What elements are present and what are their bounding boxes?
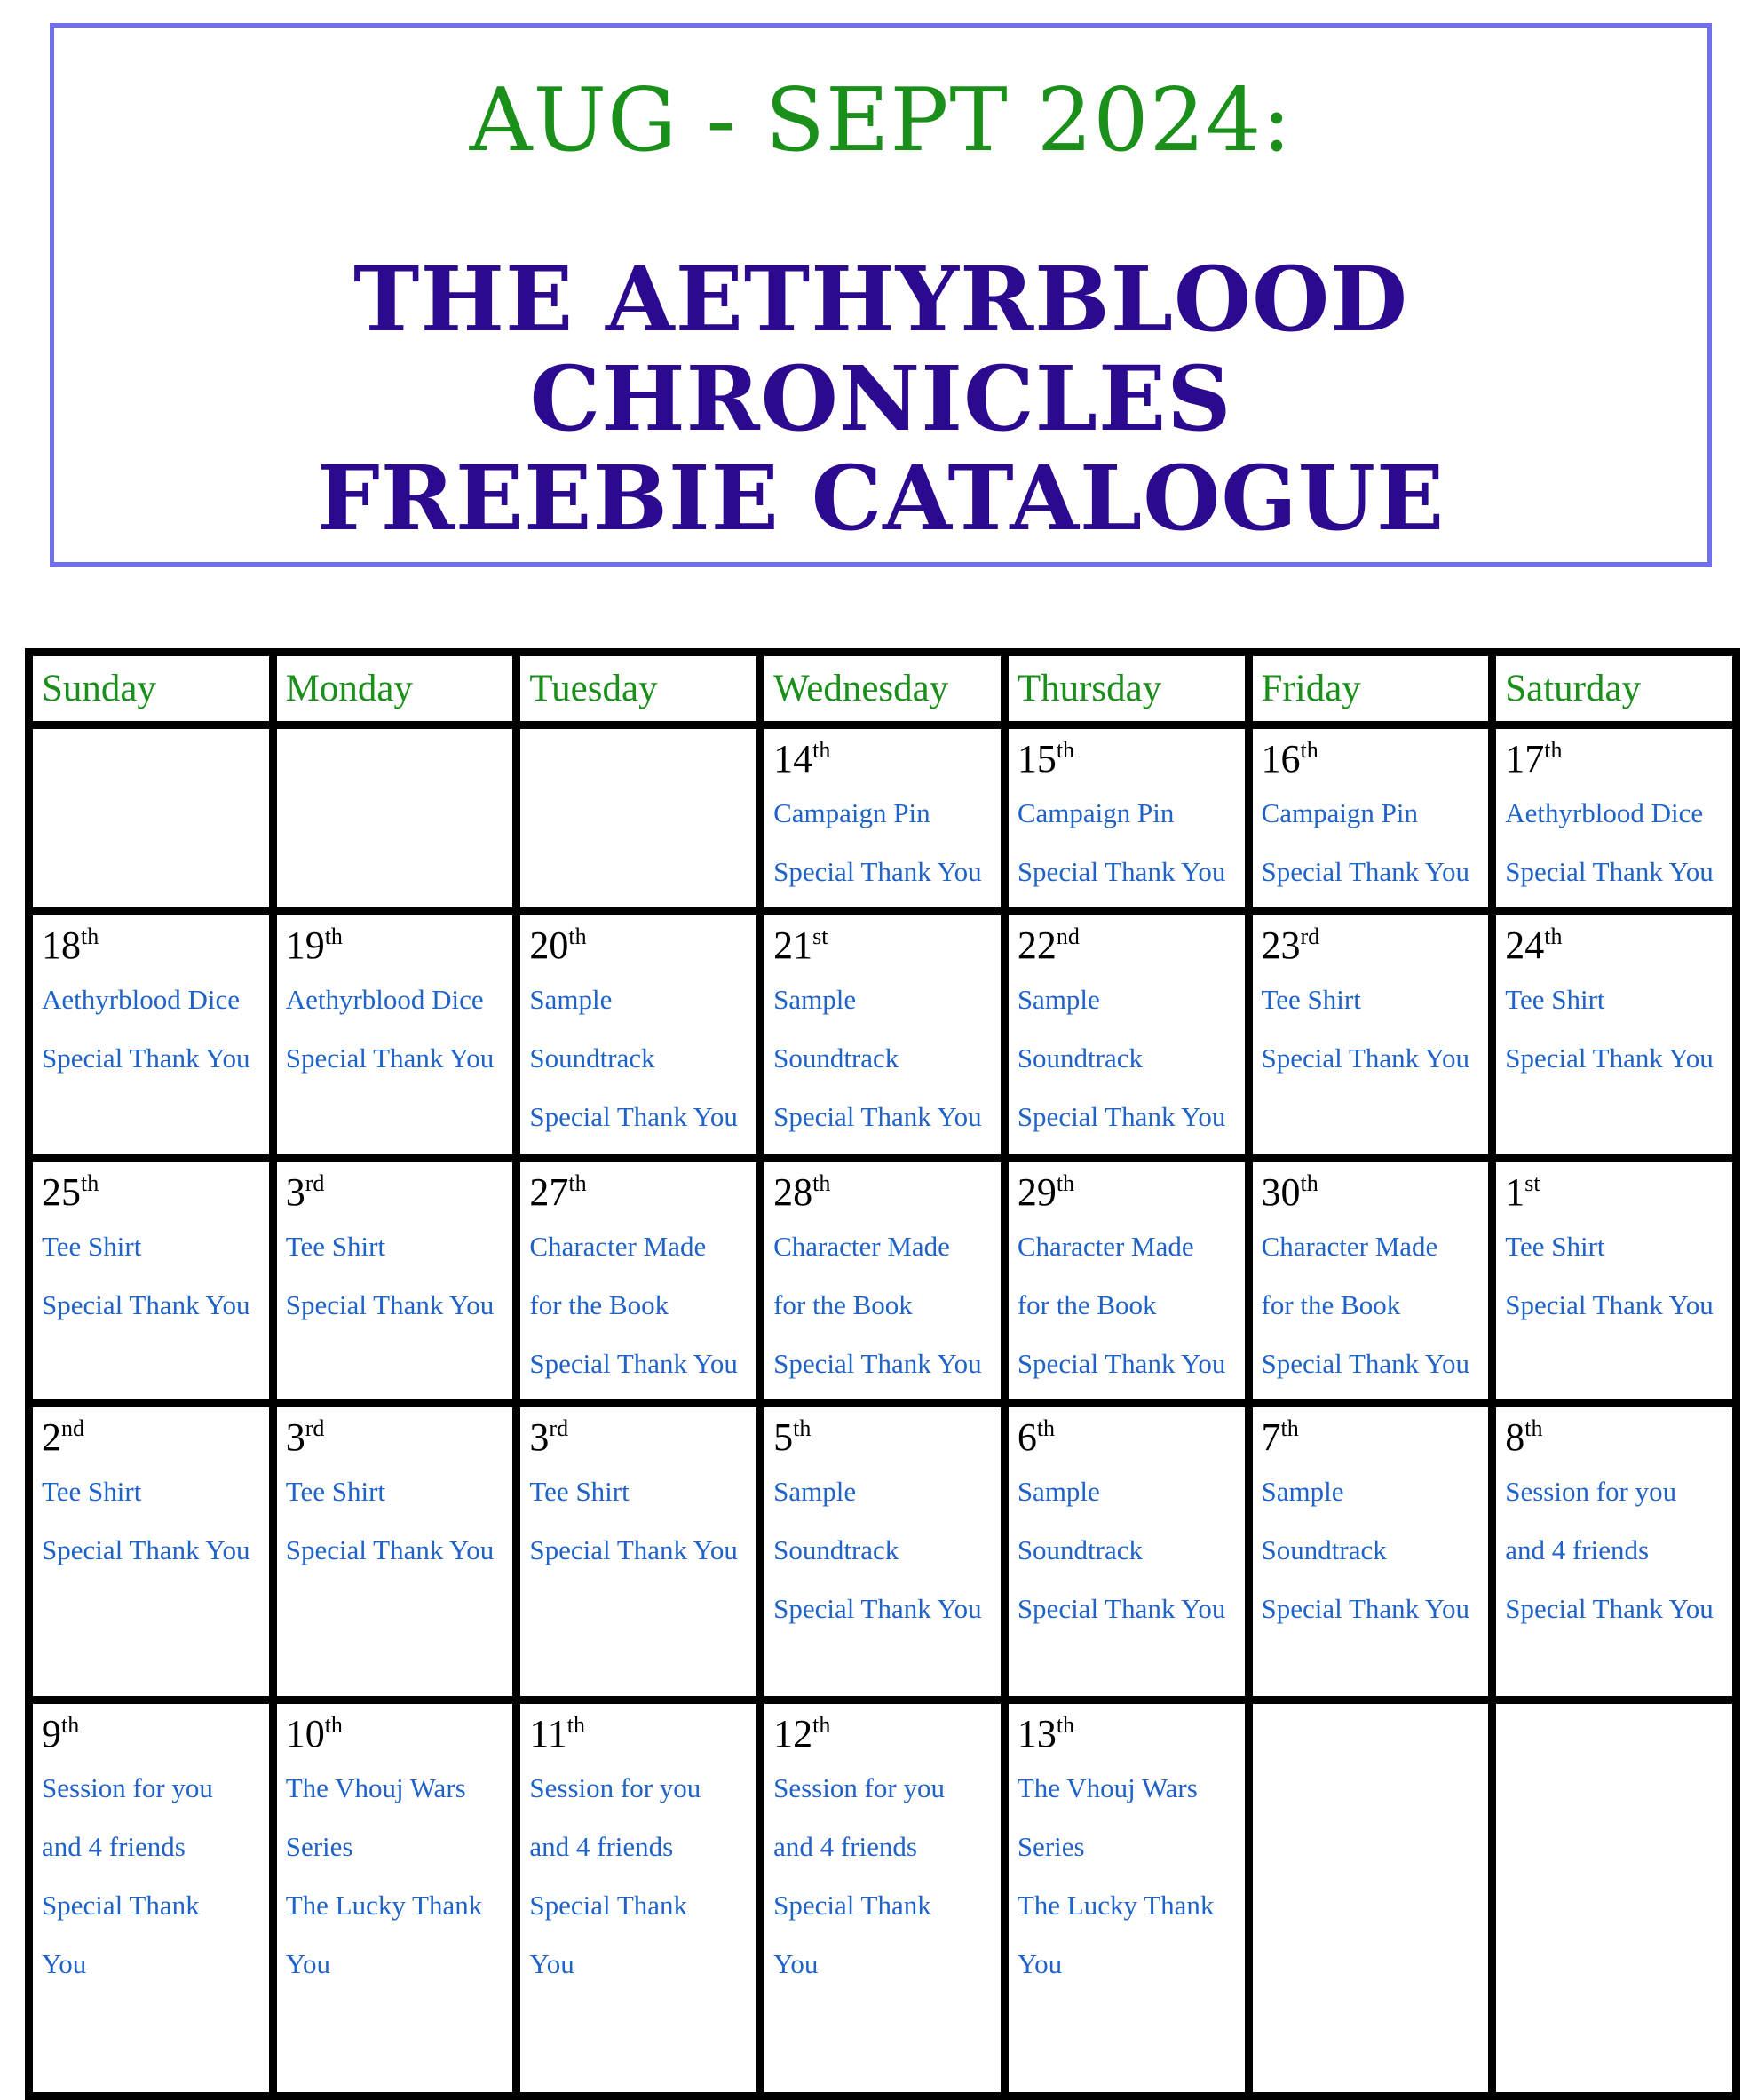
day-number-value: 3 xyxy=(285,1170,305,1214)
freebie-item: Special Thank You xyxy=(1017,1101,1226,1132)
freebie-item: Special Thank You xyxy=(1017,1593,1226,1624)
freebie-item: Campaign Pin xyxy=(773,797,930,828)
freebie-item: Session for you xyxy=(42,1772,213,1803)
calendar-day-cell xyxy=(517,1404,761,1700)
day-ordinal-suffix: th xyxy=(1544,923,1563,949)
freebie-item: Session for you xyxy=(1505,1476,1677,1507)
freebie-item: Special Thank You xyxy=(773,1593,982,1624)
day-ordinal-suffix: rd xyxy=(305,1415,325,1441)
freebie-item: Tee Shirt xyxy=(42,1231,142,1262)
freebie-item: Aethyrblood Dice xyxy=(42,984,240,1015)
freebie-item: Tee Shirt xyxy=(285,1476,386,1507)
freebie-item: Session for you xyxy=(773,1772,945,1803)
freebie-item: Special Thank You xyxy=(773,1348,982,1379)
day-number-value: 27 xyxy=(529,1170,569,1214)
day-number-value: 7 xyxy=(1261,1415,1281,1459)
day-number xyxy=(286,1413,504,1462)
day-number xyxy=(1018,921,1236,971)
day-number xyxy=(1262,921,1480,971)
day-number xyxy=(1018,734,1236,784)
freebie-item: Series xyxy=(285,1831,353,1862)
weekday-wednesday: Wednesday xyxy=(761,653,1005,725)
freebie-item: Sample xyxy=(1017,984,1100,1015)
day-number xyxy=(1505,921,1723,971)
calendar-day-cell xyxy=(1004,1700,1248,2096)
day-number xyxy=(529,1413,748,1462)
day-number-value: 1 xyxy=(1505,1170,1525,1214)
freebie-item: Character Made xyxy=(1261,1231,1438,1262)
freebie-item: Tee Shirt xyxy=(285,1231,386,1262)
day-ordinal-suffix: th xyxy=(793,1415,812,1441)
freebie-item: Sample xyxy=(529,984,613,1015)
day-number-value: 30 xyxy=(1261,1170,1301,1214)
freebie-item: Special Thank You xyxy=(1505,856,1714,887)
calendar-day-cell xyxy=(273,1700,517,2096)
calendar-day-cell xyxy=(1004,725,1248,912)
day-number xyxy=(42,1168,260,1217)
day-number-value: 8 xyxy=(1505,1415,1525,1459)
freebie-item: Special Thank You xyxy=(773,856,982,887)
title-line-1: THE AETHYRBLOOD CHRONICLES xyxy=(353,247,1408,451)
day-number xyxy=(42,1413,260,1462)
day-number-value: 2 xyxy=(42,1415,61,1459)
day-number-value: 16 xyxy=(1261,737,1301,781)
calendar-day-cell xyxy=(761,1159,1005,1404)
freebie-item: The Vhouj Wars xyxy=(285,1772,466,1803)
freebie-item: Aethyrblood Dice xyxy=(285,984,484,1015)
freebie-item: Character Made xyxy=(529,1231,707,1262)
calendar-day-cell xyxy=(1248,912,1493,1159)
freebie-item: Sample xyxy=(1017,1476,1100,1507)
freebie-item: Tee Shirt xyxy=(1505,1231,1605,1262)
day-ordinal-suffix: nd xyxy=(61,1415,84,1441)
calendar-day-cell xyxy=(29,1159,273,1404)
weekday-tuesday: Tuesday xyxy=(517,653,761,725)
day-ordinal-suffix: th xyxy=(812,1170,831,1196)
day-number xyxy=(1018,1709,1236,1759)
freebie-item: Special Thank You xyxy=(1261,1042,1470,1074)
day-ordinal-suffix: nd xyxy=(1056,923,1080,949)
title-line-2: FREEBIE CATALOGUE xyxy=(316,446,1445,551)
day-number xyxy=(773,1168,992,1217)
day-number xyxy=(1505,1168,1723,1217)
date-range-heading: AUG - SEPT 2024: xyxy=(469,70,1293,171)
freebie-item: Special Thank You xyxy=(529,1534,738,1565)
day-number xyxy=(1018,1413,1236,1462)
day-ordinal-suffix: rd xyxy=(549,1415,569,1441)
calendar-day-cell xyxy=(29,1700,273,2096)
calendar-week-row xyxy=(29,725,1737,912)
day-ordinal-suffix: th xyxy=(1544,737,1563,763)
day-number-value: 10 xyxy=(285,1712,325,1755)
day-ordinal-suffix: th xyxy=(1524,1415,1543,1441)
freebie-item: Special Thank You xyxy=(42,1042,250,1074)
freebie-item: and 4 friends xyxy=(529,1831,674,1862)
freebie-item: and 4 friends xyxy=(42,1831,186,1862)
freebie-item: Campaign Pin xyxy=(1017,797,1175,828)
freebie-item: and 4 friends xyxy=(773,1831,917,1862)
calendar-empty-cell xyxy=(29,725,273,912)
freebie-item: Special Thank You xyxy=(285,1042,495,1074)
day-number xyxy=(773,1413,992,1462)
freebie-item: You xyxy=(773,1948,819,1979)
freebie-item: Special Thank You xyxy=(1261,856,1470,887)
freebie-item: Special Thank You xyxy=(529,1101,738,1132)
freebie-item: Tee Shirt xyxy=(1261,984,1361,1015)
page-title xyxy=(54,247,1707,551)
day-number xyxy=(1262,734,1480,784)
day-ordinal-suffix: rd xyxy=(305,1170,325,1196)
calendar-day-cell xyxy=(761,912,1005,1159)
freebie-item: Campaign Pin xyxy=(1261,797,1419,828)
day-number xyxy=(286,921,504,971)
day-number-value: 25 xyxy=(42,1170,81,1214)
weekday-friday: Friday xyxy=(1248,653,1493,725)
freebie-item: Special Thank You xyxy=(1505,1042,1714,1074)
freebie-item: Special Thank You xyxy=(529,1348,738,1379)
day-number-value: 6 xyxy=(1017,1415,1037,1459)
day-number xyxy=(529,921,748,971)
day-ordinal-suffix: th xyxy=(568,923,587,949)
day-ordinal-suffix: th xyxy=(61,1712,80,1738)
freebie-item: Character Made xyxy=(773,1231,950,1262)
freebie-item: Special Thank xyxy=(529,1890,688,1921)
day-number xyxy=(1505,734,1723,784)
day-ordinal-suffix: th xyxy=(812,737,831,763)
freebie-item: for the Book xyxy=(773,1289,913,1320)
freebie-item: Special Thank You xyxy=(285,1534,495,1565)
day-number-value: 3 xyxy=(529,1415,550,1459)
day-number xyxy=(773,921,992,971)
calendar-day-cell xyxy=(29,1404,273,1700)
day-number xyxy=(773,734,992,784)
freebie-item: Soundtrack xyxy=(529,1042,655,1074)
day-ordinal-suffix: st xyxy=(812,923,828,949)
calendar-day-cell xyxy=(29,912,273,1159)
day-ordinal-suffix: th xyxy=(812,1712,831,1738)
day-number-value: 9 xyxy=(42,1712,61,1755)
freebie-item: Soundtrack xyxy=(1017,1534,1144,1565)
calendar-day-cell xyxy=(273,1159,517,1404)
day-number xyxy=(1262,1413,1480,1462)
calendar-week-row xyxy=(29,912,1737,1159)
title-banner xyxy=(50,23,1712,567)
calendar-day-cell xyxy=(273,1404,517,1700)
day-number xyxy=(1262,1168,1480,1217)
freebie-item: Special Thank xyxy=(773,1890,931,1921)
freebie-item: Tee Shirt xyxy=(529,1476,630,1507)
calendar-day-cell xyxy=(517,1159,761,1404)
freebie-item: Sample xyxy=(773,1476,857,1507)
day-ordinal-suffix: th xyxy=(1300,1170,1318,1196)
freebie-item: Soundtrack xyxy=(1261,1534,1387,1565)
freebie-item: The Vhouj Wars xyxy=(1017,1772,1198,1803)
calendar-empty-cell xyxy=(273,725,517,912)
day-number-value: 22 xyxy=(1017,923,1057,967)
freebie-item: Sample xyxy=(1261,1476,1344,1507)
calendar-day-cell xyxy=(1493,1404,1737,1700)
day-number-value: 17 xyxy=(1505,737,1545,781)
calendar-empty-cell xyxy=(517,725,761,912)
day-number xyxy=(286,1168,504,1217)
day-ordinal-suffix: th xyxy=(568,1170,587,1196)
calendar-day-cell xyxy=(1248,1159,1493,1404)
freebie-item: Aethyrblood Dice xyxy=(1505,797,1704,828)
calendar-day-cell xyxy=(1493,912,1737,1159)
freebie-item: Special Thank You xyxy=(1261,1348,1470,1379)
day-ordinal-suffix: th xyxy=(566,1712,586,1738)
calendar-day-cell xyxy=(761,1404,1005,1700)
day-number xyxy=(1505,1413,1723,1462)
day-number-value: 12 xyxy=(773,1712,813,1755)
day-number xyxy=(773,1709,992,1759)
day-ordinal-suffix: th xyxy=(81,923,99,949)
freebie-item: Special Thank You xyxy=(42,1289,250,1320)
day-number-value: 20 xyxy=(529,923,569,967)
freebie-item: Soundtrack xyxy=(1017,1042,1144,1074)
calendar-day-cell xyxy=(1004,1404,1248,1700)
weekday-thursday: Thursday xyxy=(1004,653,1248,725)
freebie-item: The Lucky Thank xyxy=(1017,1890,1215,1921)
freebie-item: Character Made xyxy=(1017,1231,1194,1262)
day-number-value: 11 xyxy=(529,1712,567,1755)
day-number xyxy=(286,1709,504,1759)
day-ordinal-suffix: rd xyxy=(1300,923,1320,949)
day-number xyxy=(1018,1168,1236,1217)
calendar-week-row xyxy=(29,1159,1737,1404)
day-number-value: 28 xyxy=(773,1170,813,1214)
calendar-day-cell xyxy=(1493,1159,1737,1404)
freebie-item: Special Thank You xyxy=(1261,1593,1470,1624)
freebie-item: Special Thank You xyxy=(285,1289,495,1320)
calendar-empty-cell xyxy=(1493,1700,1737,2096)
freebie-item: for the Book xyxy=(1261,1289,1401,1320)
freebie-item: Special Thank You xyxy=(1017,1348,1226,1379)
freebie-item: You xyxy=(529,1948,574,1979)
day-ordinal-suffix: th xyxy=(1280,1415,1299,1441)
day-number-value: 19 xyxy=(285,923,325,967)
day-ordinal-suffix: th xyxy=(324,923,343,949)
freebie-item: Soundtrack xyxy=(773,1042,899,1074)
calendar-empty-cell xyxy=(1248,1700,1493,2096)
calendar-week-row xyxy=(29,1700,1737,2096)
day-ordinal-suffix: th xyxy=(324,1712,343,1738)
freebie-item: You xyxy=(1017,1948,1063,1979)
freebie-item: You xyxy=(285,1948,330,1979)
day-ordinal-suffix: st xyxy=(1524,1170,1540,1196)
calendar-day-cell xyxy=(1004,912,1248,1159)
weekday-sunday: Sunday xyxy=(29,653,273,725)
day-number-value: 3 xyxy=(285,1415,305,1459)
freebie-item: and 4 friends xyxy=(1505,1534,1650,1565)
day-ordinal-suffix: th xyxy=(1056,737,1075,763)
calendar-day-cell xyxy=(1004,1159,1248,1404)
day-number xyxy=(42,1709,260,1759)
calendar-day-cell xyxy=(273,912,517,1159)
weekday-header-row xyxy=(29,653,1737,725)
freebie-item: Special Thank You xyxy=(1017,856,1226,887)
weekday-saturday: Saturday xyxy=(1493,653,1737,725)
calendar-week-row xyxy=(29,1404,1737,1700)
day-number-value: 24 xyxy=(1505,923,1545,967)
day-number-value: 29 xyxy=(1017,1170,1057,1214)
freebie-item: Special Thank You xyxy=(1505,1593,1714,1624)
day-ordinal-suffix: th xyxy=(1036,1415,1056,1441)
day-number-value: 5 xyxy=(773,1415,794,1459)
freebie-item: You xyxy=(42,1948,87,1979)
freebie-item: Special Thank xyxy=(42,1890,200,1921)
day-number-value: 13 xyxy=(1017,1712,1057,1755)
day-number-value: 18 xyxy=(42,923,81,967)
day-number-value: 15 xyxy=(1017,737,1057,781)
freebie-calendar xyxy=(25,648,1740,2100)
freebie-item: Series xyxy=(1017,1831,1085,1862)
day-ordinal-suffix: th xyxy=(1056,1170,1075,1196)
weekday-monday: Monday xyxy=(273,653,517,725)
day-ordinal-suffix: th xyxy=(1300,737,1318,763)
freebie-item: Tee Shirt xyxy=(42,1476,142,1507)
day-number xyxy=(529,1709,748,1759)
freebie-item: Special Thank You xyxy=(773,1101,982,1132)
freebie-item: Tee Shirt xyxy=(1505,984,1605,1015)
day-number-value: 23 xyxy=(1261,923,1301,967)
day-number xyxy=(42,921,260,971)
calendar-day-cell xyxy=(1248,725,1493,912)
calendar-day-cell xyxy=(1493,725,1737,912)
freebie-item: The Lucky Thank xyxy=(285,1890,483,1921)
freebie-item: Special Thank You xyxy=(1505,1289,1714,1320)
day-ordinal-suffix: th xyxy=(1056,1712,1075,1738)
freebie-item: for the Book xyxy=(1017,1289,1157,1320)
calendar-day-cell xyxy=(517,912,761,1159)
day-number-value: 21 xyxy=(773,923,813,967)
freebie-item: Soundtrack xyxy=(773,1534,899,1565)
freebie-item: Special Thank You xyxy=(42,1534,250,1565)
day-number-value: 14 xyxy=(773,737,813,781)
freebie-item: Session for you xyxy=(529,1772,701,1803)
day-number xyxy=(529,1168,748,1217)
freebie-item: for the Book xyxy=(529,1289,669,1320)
day-ordinal-suffix: th xyxy=(81,1170,99,1196)
freebie-item: Sample xyxy=(773,984,857,1015)
calendar-day-cell xyxy=(517,1700,761,2096)
calendar-day-cell xyxy=(1248,1404,1493,1700)
calendar-day-cell xyxy=(761,725,1005,912)
calendar-day-cell xyxy=(761,1700,1005,2096)
